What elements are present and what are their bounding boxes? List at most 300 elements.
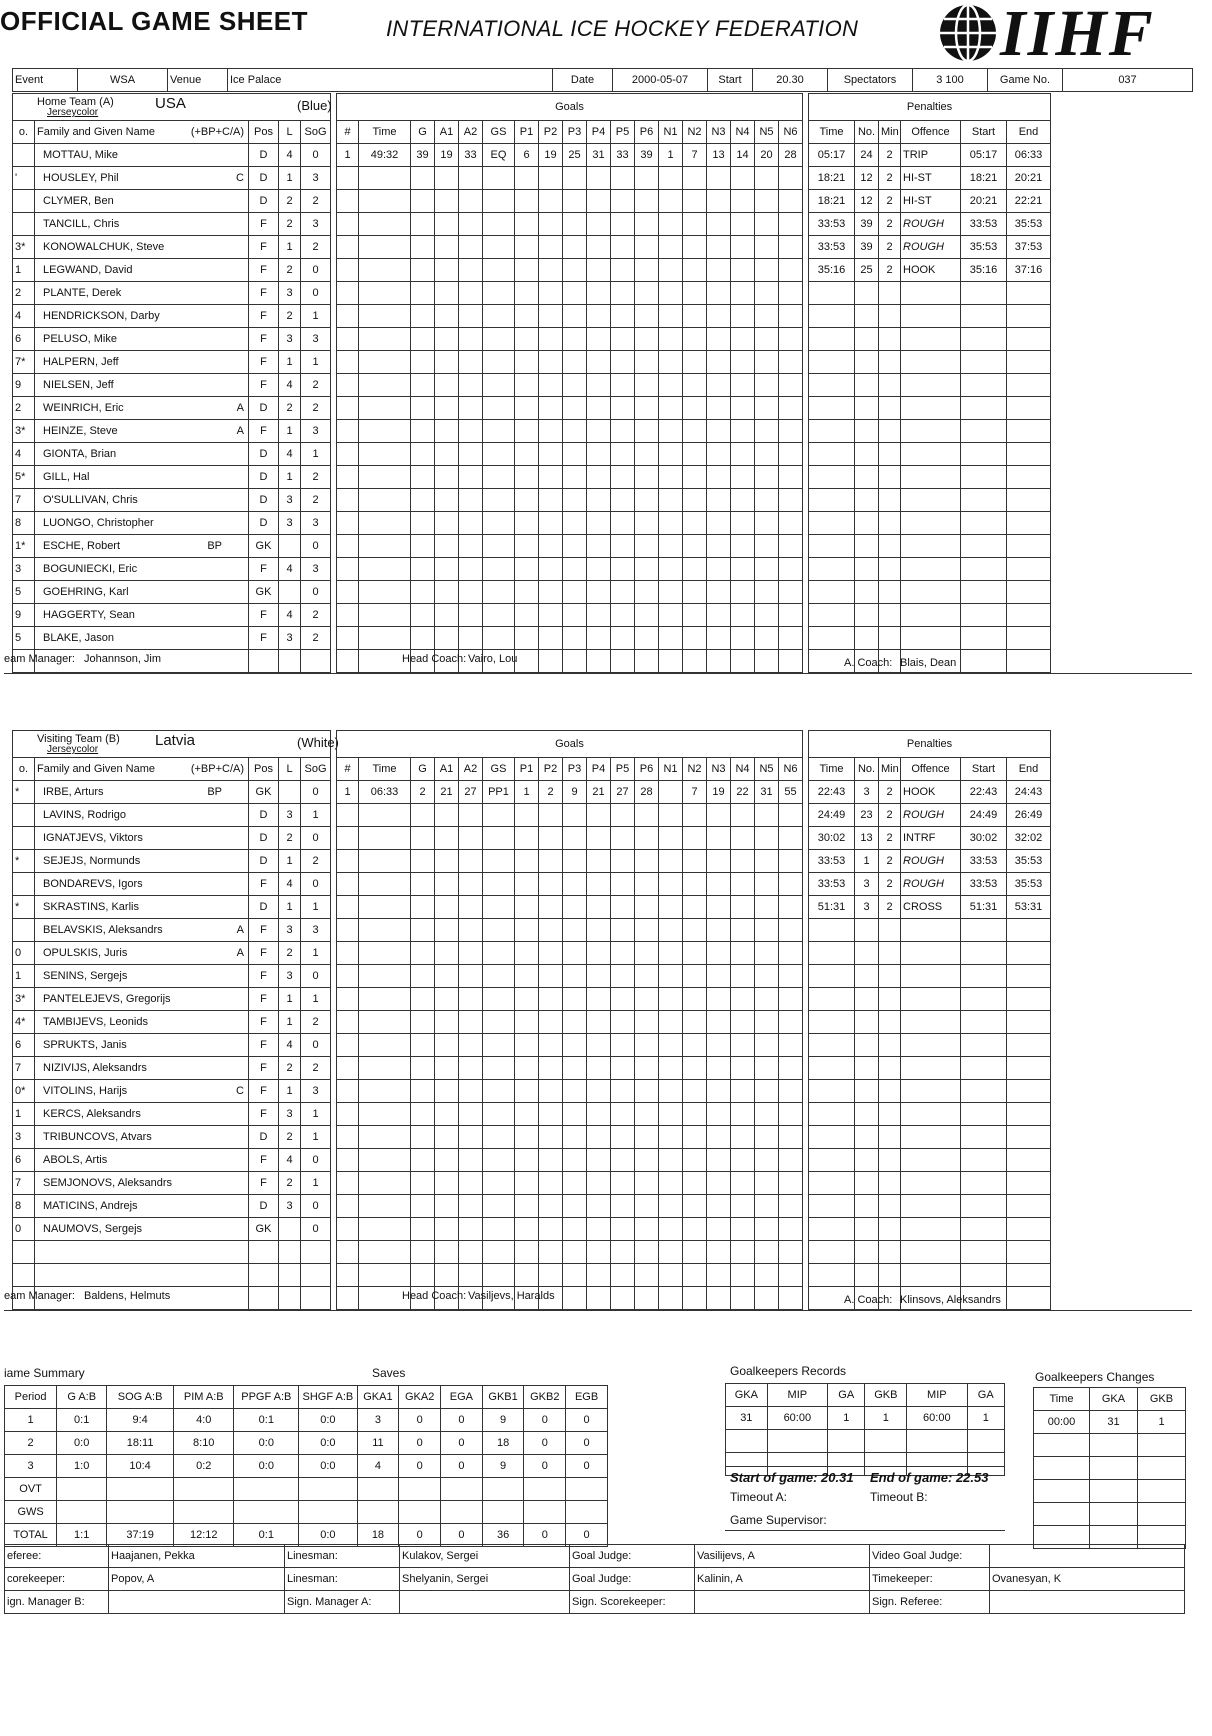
summary-cell — [566, 1478, 608, 1501]
goal-cell — [563, 466, 587, 489]
summary-cell: 9 — [482, 1409, 524, 1432]
goal-cell — [337, 305, 359, 328]
goal-cell — [755, 1218, 779, 1241]
goal-cell — [779, 466, 803, 489]
penalty-row — [809, 512, 1051, 535]
penalty-cell — [879, 1126, 901, 1149]
summary-cell: 0:0 — [299, 1432, 357, 1455]
goal-cell — [755, 420, 779, 443]
goal-cell — [337, 581, 359, 604]
goal-cell: 7 — [683, 144, 707, 167]
player-number: 7 — [13, 489, 35, 512]
goal-cell — [459, 1195, 483, 1218]
penalty-cell — [879, 1149, 901, 1172]
penalty-cell — [1007, 650, 1051, 673]
penalty-cell — [809, 1241, 855, 1264]
goal-cell — [659, 919, 683, 942]
date-label: Date — [553, 69, 613, 92]
goal-cell — [539, 259, 563, 282]
summary-cell — [234, 1478, 299, 1501]
player-number: 9 — [13, 374, 35, 397]
goal-cell — [779, 1172, 803, 1195]
player-line: 1 — [279, 896, 301, 919]
goal-cell — [779, 850, 803, 873]
summary-cell: 0 — [566, 1455, 608, 1478]
goal-cell — [587, 328, 611, 351]
penalty-cell: 2 — [879, 259, 901, 282]
team-label: Home Team (A) — [37, 96, 114, 108]
player-name-cell — [35, 558, 249, 581]
penalty-cell: 51:31 — [809, 896, 855, 919]
goal-cell — [411, 512, 435, 535]
player-sog: 1 — [301, 804, 331, 827]
player-sog: 0 — [301, 827, 331, 850]
goal-row — [337, 965, 803, 988]
goal-cell — [539, 489, 563, 512]
player-name-cell — [35, 282, 249, 305]
goal-cell — [755, 236, 779, 259]
penalty-cell: 3 — [855, 896, 879, 919]
player-sog: 1 — [301, 988, 331, 1011]
goal-cell — [587, 305, 611, 328]
goal-cell — [483, 1172, 515, 1195]
goal-cell — [483, 873, 515, 896]
summary-cell: GWS — [5, 1501, 57, 1524]
goal-cell — [779, 1011, 803, 1034]
goal-cell — [539, 374, 563, 397]
player-name-cell — [35, 581, 249, 604]
goal-cell — [755, 259, 779, 282]
player-sog: 0 — [301, 965, 331, 988]
penalty-cell — [901, 512, 961, 535]
player-name-cell — [35, 827, 249, 850]
goal-cell: 31 — [755, 781, 779, 804]
summary-cell: 0 — [566, 1409, 608, 1432]
linesman1-label: Linesman: — [285, 1545, 400, 1568]
goal-cell — [707, 558, 731, 581]
player-position: F — [249, 1149, 279, 1172]
goal-cell — [459, 328, 483, 351]
penalty-cell — [809, 512, 855, 535]
goal-cell — [435, 1149, 459, 1172]
goal-cell — [779, 328, 803, 351]
goal-cell — [731, 1080, 755, 1103]
penalty-cell — [1007, 942, 1051, 965]
goal-cell — [731, 190, 755, 213]
penalty-cell — [1007, 1264, 1051, 1287]
goal-cell — [683, 489, 707, 512]
penalty-cell: HOOK — [901, 259, 961, 282]
goal-cell — [515, 213, 539, 236]
goal-cell — [707, 420, 731, 443]
goal-cell: 1 — [337, 781, 359, 804]
penalty-cell — [809, 558, 855, 581]
goal-cell — [337, 850, 359, 873]
penalty-cell — [1007, 374, 1051, 397]
penalty-cell — [961, 965, 1007, 988]
goal-cell — [515, 420, 539, 443]
goal-cell — [587, 1034, 611, 1057]
goal-cell — [563, 1241, 587, 1264]
player-name-cell — [35, 1218, 249, 1241]
goal-cell — [411, 988, 435, 1011]
penalty-cell — [855, 581, 879, 604]
penalty-cell — [961, 988, 1007, 1011]
gk-changes-table — [1033, 1387, 1186, 1549]
goal-cell — [539, 328, 563, 351]
player-sog — [301, 1241, 331, 1264]
player-sog — [301, 1264, 331, 1287]
penalty-cell — [1007, 1218, 1051, 1241]
penalty-row — [809, 420, 1051, 443]
penalty-cell: 35:53 — [1007, 873, 1051, 896]
goal-cell — [337, 397, 359, 420]
summary-cell — [482, 1501, 524, 1524]
goal-cell — [459, 167, 483, 190]
player-name-cell — [35, 1011, 249, 1034]
penalty-cell — [901, 305, 961, 328]
summary-cell: 4 — [357, 1455, 399, 1478]
goal-cell — [435, 919, 459, 942]
goal-cell — [611, 1287, 635, 1310]
goal-col-header: GS — [483, 758, 515, 781]
goal-cell — [459, 873, 483, 896]
goal-col-header: P3 — [563, 758, 587, 781]
player-position: F — [249, 1172, 279, 1195]
penalty-cell — [855, 919, 879, 942]
gk-record-cell: 60:00 — [907, 1407, 967, 1430]
player-row — [13, 374, 331, 397]
player-position: D — [249, 190, 279, 213]
penalty-cell — [961, 443, 1007, 466]
goal-cell — [435, 167, 459, 190]
goal-cell — [587, 827, 611, 850]
penalty-cell: 2 — [879, 213, 901, 236]
penalty-cell — [961, 581, 1007, 604]
summary-cell: 0 — [441, 1409, 483, 1432]
goal-cell — [611, 942, 635, 965]
sheet-title: OFFICIAL GAME SHEET — [0, 6, 309, 36]
federation-name: INTERNATIONAL ICE HOCKEY FEDERATION — [386, 16, 859, 41]
gk-record-cell: 1 — [828, 1407, 865, 1430]
goal-cell — [411, 1080, 435, 1103]
player-line: 1 — [279, 236, 301, 259]
goal-cell — [635, 873, 659, 896]
penalty-cell: 51:31 — [961, 896, 1007, 919]
player-line: 2 — [279, 305, 301, 328]
summary-cell — [234, 1501, 299, 1524]
goal-cell — [459, 489, 483, 512]
officials-table — [4, 1544, 1185, 1614]
goal-cell — [483, 466, 515, 489]
goal-cell — [359, 420, 411, 443]
summary-cell — [173, 1478, 234, 1501]
player-line: 1 — [279, 850, 301, 873]
player-number: 4* — [13, 1011, 35, 1034]
goal-cell — [707, 443, 731, 466]
a-coach-value: Klinsovs, Aleksandrs — [900, 1294, 1001, 1306]
home-goals-table — [336, 93, 803, 673]
goal-cell — [731, 328, 755, 351]
goal-cell — [779, 604, 803, 627]
penalty-cell — [1007, 1172, 1051, 1195]
penalty-cell — [809, 1011, 855, 1034]
goal-cell — [659, 305, 683, 328]
goal-cell — [731, 236, 755, 259]
goal-cell — [515, 919, 539, 942]
penalty-cell — [879, 1195, 901, 1218]
player-row — [13, 1241, 331, 1264]
player-sog: 3 — [301, 1080, 331, 1103]
goal-cell — [483, 1241, 515, 1264]
goal-cell — [755, 850, 779, 873]
goal-cell — [635, 397, 659, 420]
goal-cell — [359, 535, 411, 558]
goal-cell — [635, 1195, 659, 1218]
goal-cell — [755, 328, 779, 351]
summary-col-header: GKA2 — [399, 1386, 441, 1409]
player-row — [13, 827, 331, 850]
summary-cell: 8:10 — [173, 1432, 234, 1455]
spectators-value: 3 100 — [913, 69, 988, 92]
a-coach-label: A. Coach: — [844, 1294, 893, 1306]
player-position: F — [249, 988, 279, 1011]
penalty-cell — [855, 420, 879, 443]
penalty-cell — [809, 305, 855, 328]
penalty-cell — [855, 988, 879, 1011]
goal-row — [337, 489, 803, 512]
player-sog: 0 — [301, 535, 331, 558]
goal-cell — [337, 213, 359, 236]
player-number — [13, 873, 35, 896]
player-row — [13, 919, 331, 942]
penalty-row — [809, 919, 1051, 942]
penalty-cell — [1007, 466, 1051, 489]
goal-col-header: P5 — [611, 758, 635, 781]
player-number: 1 — [13, 1103, 35, 1126]
goal-cell — [731, 604, 755, 627]
gk-record-cell — [865, 1430, 907, 1453]
goal-cell — [337, 942, 359, 965]
goal-cell — [411, 1057, 435, 1080]
goal-cell — [587, 236, 611, 259]
goal-cell — [755, 1011, 779, 1034]
goal-cell — [435, 466, 459, 489]
goal-row — [337, 397, 803, 420]
goal-cell — [411, 873, 435, 896]
col-bpca-label: (+BP+C/A) — [190, 763, 244, 775]
penalty-cell — [879, 1172, 901, 1195]
penalty-col-header: Start — [961, 758, 1007, 781]
goal-cell — [587, 397, 611, 420]
goal-cell — [483, 1080, 515, 1103]
player-position — [249, 1287, 279, 1310]
goal-col-header: P1 — [515, 758, 539, 781]
goal-cell — [337, 919, 359, 942]
date-value: 2000-05-07 — [613, 69, 708, 92]
goal-cell — [539, 1218, 563, 1241]
penalty-row — [809, 1172, 1051, 1195]
player-row — [13, 581, 331, 604]
goal-cell — [707, 1264, 731, 1287]
goal-cell — [515, 827, 539, 850]
goal-cell — [659, 1195, 683, 1218]
goal-cell — [563, 443, 587, 466]
goal-cell — [635, 558, 659, 581]
goal-cell — [539, 1241, 563, 1264]
gk-record-row — [726, 1407, 1005, 1430]
penalty-cell — [855, 1011, 879, 1034]
goal-cell — [611, 190, 635, 213]
goal-col-header: N1 — [659, 758, 683, 781]
goal-cell — [483, 1057, 515, 1080]
head-coach-value: Vairo, Lou — [468, 653, 518, 665]
player-line — [279, 1218, 301, 1241]
goal-cell — [539, 351, 563, 374]
goal-cell — [483, 328, 515, 351]
player-sog: 3 — [301, 167, 331, 190]
player-position: F — [249, 420, 279, 443]
col-pos-header: Pos — [249, 758, 279, 781]
goal-cell — [707, 942, 731, 965]
goal-col-header: A2 — [459, 121, 483, 144]
goal-row — [337, 236, 803, 259]
penalty-cell — [1007, 1241, 1051, 1264]
goal-cell — [587, 167, 611, 190]
player-sog: 1 — [301, 443, 331, 466]
goal-row — [337, 535, 803, 558]
player-number: 3 — [13, 558, 35, 581]
col-sog-header: SoG — [301, 121, 331, 144]
goal-cell — [539, 919, 563, 942]
team-manager-label: eam Manager: — [4, 1290, 75, 1302]
player-position: F — [249, 1057, 279, 1080]
player-name-cell — [35, 1080, 249, 1103]
penalty-cell — [809, 627, 855, 650]
goal-cell — [707, 351, 731, 374]
penalty-cell — [961, 535, 1007, 558]
penalty-cell — [855, 443, 879, 466]
goal-cell: 39 — [411, 144, 435, 167]
goal-cell — [515, 1126, 539, 1149]
goal-cell: 28 — [779, 144, 803, 167]
goal-row — [337, 850, 803, 873]
goal-cell — [707, 190, 731, 213]
goal-cell — [359, 1057, 411, 1080]
player-row — [13, 443, 331, 466]
event-info-row — [12, 68, 1193, 92]
goal-cell — [779, 420, 803, 443]
penalty-cell — [809, 919, 855, 942]
player-line: 1 — [279, 420, 301, 443]
player-row — [13, 282, 331, 305]
penalty-cell — [879, 919, 901, 942]
summary-cell: 2 — [5, 1432, 57, 1455]
goal-cell — [539, 236, 563, 259]
goal-cell — [731, 1172, 755, 1195]
player-name: BELAVSKIS, Aleksandrs — [43, 924, 163, 936]
penalty-cell — [809, 1264, 855, 1287]
penalty-row — [809, 535, 1051, 558]
goal-cell — [459, 1126, 483, 1149]
penalty-cell: 35:53 — [1007, 213, 1051, 236]
penalty-row — [809, 489, 1051, 512]
penalty-cell: 2 — [879, 236, 901, 259]
player-name: HALPERN, Jeff — [43, 356, 119, 368]
goal-cell — [779, 1287, 803, 1310]
player-mark: BP — [207, 786, 222, 798]
goal-row — [337, 804, 803, 827]
goal-judge1-value: Vasilijevs, A — [695, 1545, 870, 1568]
goal-cell — [755, 1034, 779, 1057]
goal-cell — [337, 988, 359, 1011]
goal-cell — [755, 1080, 779, 1103]
summary-cell: 0 — [441, 1455, 483, 1478]
goal-cell: 25 — [563, 144, 587, 167]
goal-cell — [563, 988, 587, 1011]
goal-cell — [411, 397, 435, 420]
home-penalties-table — [808, 93, 1051, 673]
player-line: 3 — [279, 282, 301, 305]
penalty-cell — [855, 1195, 879, 1218]
penalty-cell: 33:53 — [809, 236, 855, 259]
goal-cell — [435, 1080, 459, 1103]
goal-cell — [707, 850, 731, 873]
gk-record-col-header: GKA — [726, 1384, 768, 1407]
penalty-row — [809, 167, 1051, 190]
goal-cell — [635, 305, 659, 328]
goal-cell — [411, 965, 435, 988]
gk-change-cell: 31 — [1090, 1411, 1138, 1434]
goal-cell — [515, 512, 539, 535]
penalty-cell: ROUGH — [901, 873, 961, 896]
goal-cell — [435, 965, 459, 988]
goal-cell — [337, 167, 359, 190]
goal-cell — [683, 1080, 707, 1103]
goal-cell — [635, 420, 659, 443]
summary-cell: 37:19 — [107, 1524, 174, 1547]
summary-cell: 36 — [482, 1524, 524, 1547]
player-line: 4 — [279, 443, 301, 466]
penalty-cell — [879, 1011, 901, 1034]
sign-referee-label: Sign. Referee: — [870, 1591, 990, 1614]
goal-cell — [539, 1264, 563, 1287]
penalty-cell — [879, 604, 901, 627]
goal-cell — [635, 1011, 659, 1034]
gk-change-col-header: GKB — [1138, 1388, 1186, 1411]
goal-cell — [435, 1172, 459, 1195]
goal-cell — [435, 804, 459, 827]
goal-cell — [683, 1126, 707, 1149]
sign-manager-a-value — [400, 1591, 570, 1614]
penalty-cell — [901, 1218, 961, 1241]
player-position: D — [249, 804, 279, 827]
summary-cell — [299, 1501, 357, 1524]
penalty-cell — [1007, 1080, 1051, 1103]
gk-change-cell — [1138, 1457, 1186, 1480]
summary-cell: 3 — [357, 1409, 399, 1432]
player-sog: 0 — [301, 144, 331, 167]
summary-cell: OVT — [5, 1478, 57, 1501]
summary-cell: 0 — [524, 1409, 566, 1432]
penalty-cell — [901, 351, 961, 374]
goal-cell — [515, 650, 539, 673]
player-number: 7* — [13, 351, 35, 374]
player-sog: 1 — [301, 1126, 331, 1149]
player-line — [279, 781, 301, 804]
goal-cell — [779, 1126, 803, 1149]
goal-row — [337, 1126, 803, 1149]
